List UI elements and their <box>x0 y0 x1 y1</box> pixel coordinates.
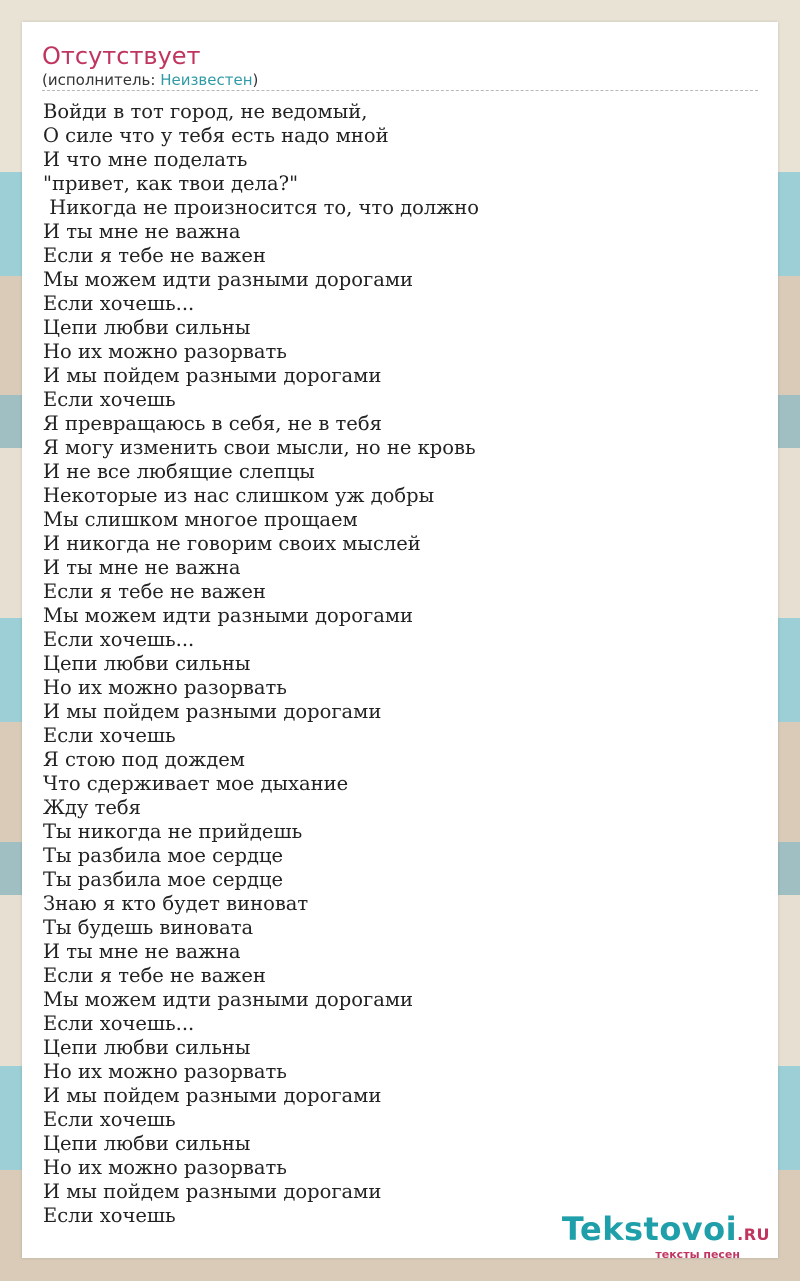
lyric-line: Если хочешь <box>43 724 176 747</box>
lyric-line: И мы пойдем разными дорогами <box>43 1180 382 1203</box>
lyric-line: Если я тебе не важен <box>43 244 266 267</box>
lyric-line: Если я тебе не важен <box>43 964 266 987</box>
lyric-line: Но их можно разорвать <box>43 340 287 363</box>
lyric-line: Я могу изменить свои мысли, но не кровь <box>43 436 476 459</box>
lyric-line: Но их можно разорвать <box>43 1156 287 1179</box>
lyric-line: Если я тебе не важен <box>43 580 266 603</box>
lyric-line: Если хочешь <box>43 1204 176 1227</box>
lyric-line: И ты мне не важна <box>43 556 241 579</box>
lyric-line: И ты мне не важна <box>43 940 241 963</box>
lyric-line: Я стою под дождем <box>43 748 245 771</box>
lyric-line: О силе что у тебя есть надо мной <box>43 124 389 147</box>
lyric-line: И ты мне не важна <box>43 220 241 243</box>
lyrics-text <box>43 100 479 1228</box>
lyric-line: Но их можно разорвать <box>43 1060 287 1083</box>
site-logo[interactable] <box>562 1212 770 1261</box>
artist-line <box>42 70 258 90</box>
lyric-line: Мы слишком многое прощаем <box>43 508 358 531</box>
artist-link[interactable]: Неизвестен <box>160 71 253 89</box>
lyric-line: Ты никогда не прийдешь <box>43 820 303 843</box>
lyric-line: И что мне поделать <box>43 148 248 171</box>
lyric-line: Если хочешь... <box>43 292 195 315</box>
logo-tld: .RU <box>737 1225 770 1244</box>
lyric-line: Цепи любви сильны <box>43 1036 251 1059</box>
artist-suffix: ) <box>252 71 259 89</box>
lyric-line: Ты будешь виновата <box>43 916 254 939</box>
logo-name: Tekstovoi <box>561 1210 738 1248</box>
lyric-line: Цепи любви сильны <box>43 1132 251 1155</box>
lyric-line: Некоторые из нас слишком уж добры <box>43 484 435 507</box>
lyric-line: Если хочешь <box>43 1108 176 1131</box>
lyrics-card <box>22 22 778 1261</box>
lyric-line: Жду тебя <box>43 796 141 819</box>
lyric-line: Цепи любви сильны <box>43 316 251 339</box>
lyric-line: Мы можем идти разными дорогами <box>43 988 414 1011</box>
lyric-line: Ты разбила мое сердце <box>43 844 284 867</box>
artist-prefix: (исполнитель: <box>42 71 161 89</box>
lyric-line: "привет, как твои дела?" <box>43 172 299 195</box>
lyric-line: И никогда не говорим своих мыслей <box>43 532 421 555</box>
lyric-line: Цепи любви сильны <box>43 652 251 675</box>
logo-tagline: тексты песен <box>655 1248 740 1261</box>
header-divider <box>42 90 758 91</box>
lyric-line: Если хочешь... <box>43 1012 195 1035</box>
lyric-line: Войди в тот город, не ведомый, <box>43 100 368 123</box>
song-title: Отсутствует <box>42 42 201 70</box>
lyric-line: И мы пойдем разными дорогами <box>43 364 382 387</box>
lyric-line: Мы можем идти разными дорогами <box>43 268 414 291</box>
lyric-line: И мы пойдем разными дорогами <box>43 1084 382 1107</box>
lyric-line: Если хочешь <box>43 388 176 411</box>
lyric-line: Ты разбила мое сердце <box>43 868 284 891</box>
lyric-line: Никогда не произносится то, что должно <box>43 196 479 219</box>
lyric-line: Но их можно разорвать <box>43 676 287 699</box>
lyric-line: Знаю я кто будет виноват <box>43 892 309 915</box>
lyric-line: Если хочешь... <box>43 628 195 651</box>
lyric-line: И мы пойдем разными дорогами <box>43 700 382 723</box>
lyric-line: И не все любящие слепцы <box>43 460 315 483</box>
lyric-line: Мы можем идти разными дорогами <box>43 604 414 627</box>
lyric-line: Я превращаюсь в себя, не в тебя <box>43 412 382 435</box>
lyric-line: Что сдерживает мое дыхание <box>43 772 349 795</box>
